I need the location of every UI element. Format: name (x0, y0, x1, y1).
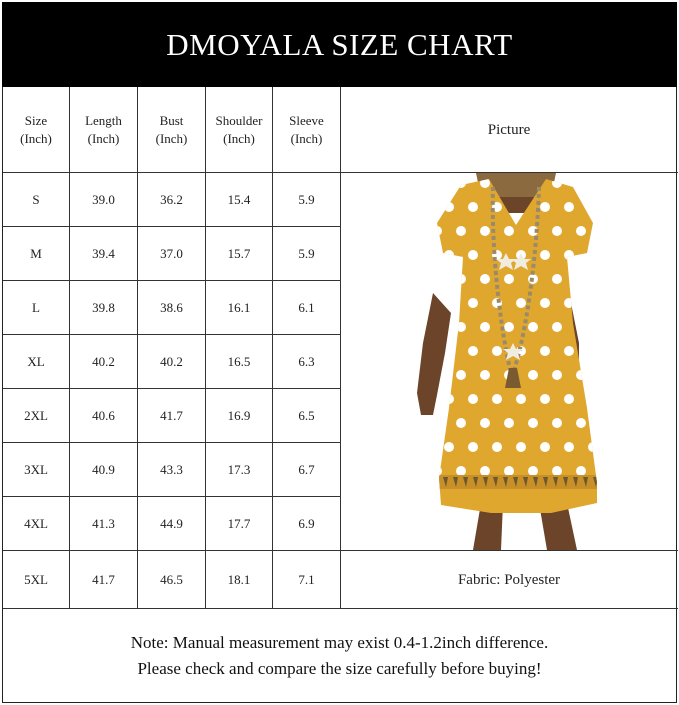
column-header-size: Size (Inch) (20, 112, 52, 146)
dress-picture (341, 173, 677, 550)
table-cell-shoulder: 17.3 (227, 461, 251, 477)
table-cell-sleeve: 6.3 (298, 353, 315, 369)
column-header-shoulder: Shoulder (Inch) (215, 112, 263, 146)
column-header-sleeve: Sleeve (Inch) (289, 112, 324, 146)
table-cell-sleeve: 6.9 (298, 515, 315, 531)
table-cell-bust: 43.3 (160, 461, 183, 477)
note-line-1: Note: Manual measurement may exist 0.4-1.2inch difference. (130, 632, 549, 652)
note-box (3, 609, 676, 702)
chart-title: DMOYALA SIZE CHART (166, 26, 513, 62)
fabric-label: Fabric: Polyester (457, 571, 561, 588)
table-cell-shoulder: 16.9 (227, 407, 251, 423)
table-cell-bust: 46.5 (160, 571, 183, 587)
hem-lace (431, 475, 611, 489)
table-cell-bust: 37.0 (160, 245, 183, 261)
table-cell-length: 40.6 (92, 407, 115, 423)
column-header-picture: Picture (487, 121, 531, 138)
table-cell-size: 5XL (24, 571, 48, 587)
table-cell-shoulder: 15.4 (227, 191, 251, 207)
table-cell-size: L (32, 299, 40, 315)
table-cell-size: XL (27, 353, 45, 369)
table-cell-sleeve: 6.7 (298, 461, 315, 477)
dress-image (341, 173, 677, 550)
table-cell-shoulder: 16.1 (227, 299, 251, 315)
column-header-length: Length (Inch) (85, 112, 122, 146)
table-cell-sleeve: 5.9 (298, 245, 315, 261)
table-cell-length: 39.8 (92, 299, 115, 315)
note-line-2: Please check and compare the size carefully before buying! (137, 658, 542, 678)
size-table (2, 87, 677, 703)
table-cell-bust: 40.2 (160, 353, 183, 369)
table-cell-size: M (30, 245, 42, 261)
table-cell-sleeve: 6.1 (298, 299, 315, 315)
table-cell-bust: 38.6 (160, 299, 183, 315)
table-cell-length: 40.2 (92, 353, 115, 369)
table-cell-bust: 44.9 (160, 515, 183, 531)
table-cell-bust: 41.7 (160, 407, 183, 423)
table-cell-length: 41.3 (92, 515, 115, 531)
table-cell-length: 39.0 (92, 191, 115, 207)
table-cell-size: S (32, 191, 40, 207)
table-cell-shoulder: 15.7 (227, 245, 251, 261)
chart-header (2, 2, 677, 87)
table-cell-sleeve: 7.1 (298, 571, 315, 587)
table-cell-shoulder: 18.1 (227, 571, 251, 587)
table-cell-sleeve: 6.5 (298, 407, 315, 423)
column-header-bust: Bust (Inch) (155, 112, 188, 146)
table-cell-size: 2XL (24, 407, 48, 423)
table-cell-size: 4XL (24, 515, 48, 531)
table-cell-length: 39.4 (92, 245, 115, 261)
table-cell-length: 40.9 (92, 461, 115, 477)
table-cell-size: 3XL (24, 461, 48, 477)
table-cell-sleeve: 5.9 (298, 191, 315, 207)
table-cell-length: 41.7 (92, 571, 115, 587)
table-cell-shoulder: 17.7 (227, 515, 251, 531)
table-cell-bust: 36.2 (160, 191, 183, 207)
table-cell-shoulder: 16.5 (227, 353, 251, 369)
